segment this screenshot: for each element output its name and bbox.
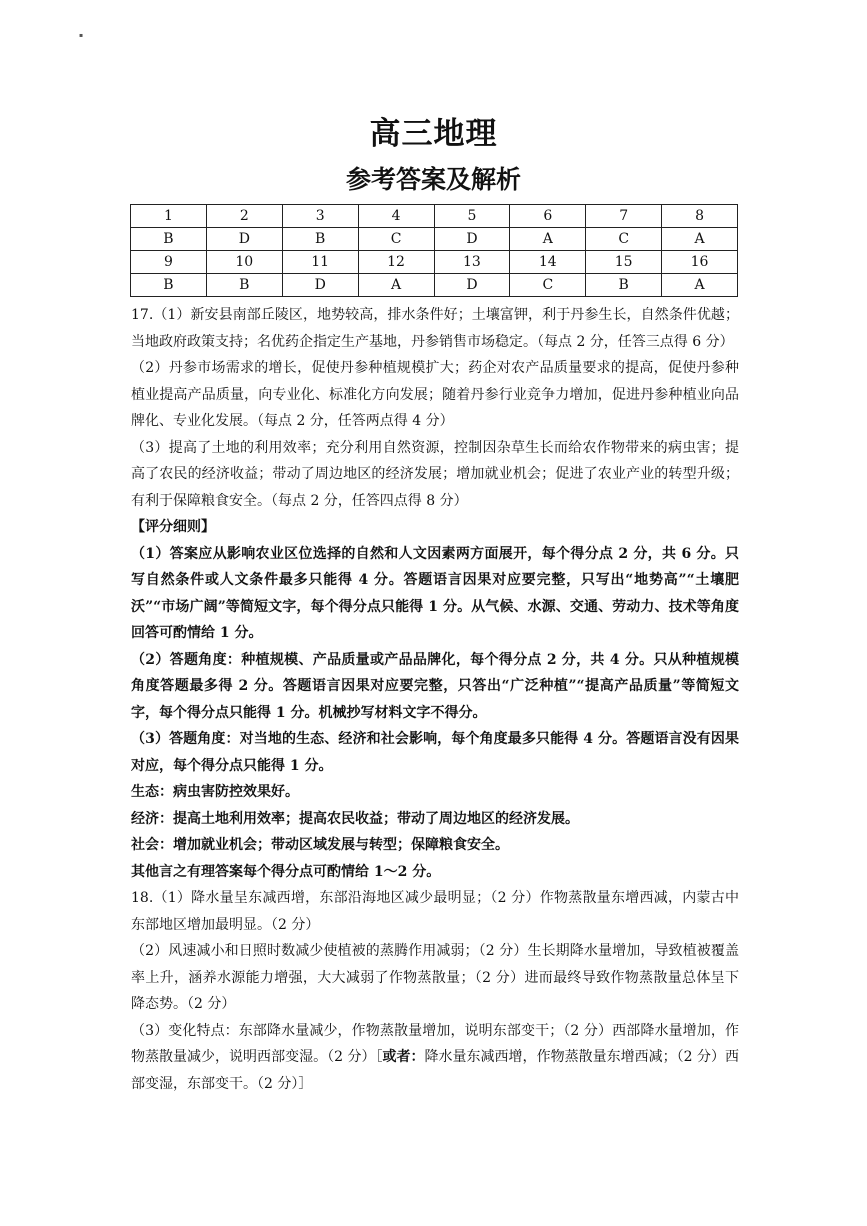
answer-cell: D: [282, 274, 358, 297]
question-number-cell: 8: [662, 205, 738, 228]
question-number-cell: 5: [434, 205, 510, 228]
rubric-2: （2）答题角度：种植规模、产品质量或产品品牌化，每个得分点 2 分，共 4 分。只从种植规模角度答题最多得 2 分。答题语言因果对应要完整，只答出“广泛种植”“提高产品质量”等简短文字，每个得分点只能得 1 分。机械抄写材料文字不得分。: [131, 651, 739, 721]
rubric-ecology: 生态：病虫害防控效果好。: [131, 784, 299, 800]
question-number-cell: 11: [282, 251, 358, 274]
rubric-heading: 【评分细则】: [131, 519, 215, 535]
question-number-cell: 4: [358, 205, 434, 228]
q18-part3-a: （3）变化特点：东部降水量减少，作物蒸散量增加，说明东部变干；（2 分）西部降水量增加，作物蒸散量减少，说明西部变湿。（2 分）［: [131, 1022, 739, 1065]
question-number-cell: 9: [131, 251, 207, 274]
question-number-cell: 7: [586, 205, 662, 228]
question-number-cell: 16: [662, 251, 738, 274]
q17-part3: （3）提高了土地的利用效率；充分利用自然资源，控制因杂草生长而给农作物带来的病虫害；提高了农民的经济收益；带动了周边地区的经济发展；增加就业机会；促进了农业产业的转型升级；有利于保障粮食安全。（每点 2 分，任答四点得 8 分）: [131, 439, 739, 509]
rubric-other: 其他言之有理答案每个得分点可酌情给 1～2 分。: [131, 863, 441, 880]
answer-cell: D: [434, 228, 510, 251]
answer-table: [130, 204, 738, 297]
question-number-cell: 6: [510, 205, 586, 228]
question-number-cell: 3: [282, 205, 358, 228]
answer-cell: C: [586, 228, 662, 251]
q18-part3-b: 降水量东减西增，作物蒸散量东增西减；（2 分）西部变湿，东部变干。（2 分）］: [131, 1049, 740, 1092]
answer-cell: A: [662, 228, 738, 251]
page-subtitle: 参考答案及解析: [345, 165, 521, 194]
answer-cell: B: [282, 228, 358, 251]
q18-part2: （2）风速减小和日照时数减少使植被的蒸腾作用减弱；（2 分）生长期降水量增加，导致植被覆盖率上升，涵养水源能力增强，大大减弱了作物蒸散量；（2 分）进而最终导致作物蒸散量总体呈下降态势。（2 分）: [131, 943, 739, 1012]
q18-or-label: 或者：: [382, 1049, 425, 1065]
question-number-cell: 10: [206, 251, 282, 274]
answer-cell: D: [206, 228, 282, 251]
rubric-3: （3）答题角度：对当地的生态、经济和社会影响，每个角度最多只能得 4 分。答题语言没有因果对应，每个得分点只能得 1 分。: [131, 731, 739, 774]
answer-cell: B: [131, 228, 207, 251]
answer-cell: C: [358, 228, 434, 251]
question-number-cell: 2: [206, 205, 282, 228]
answer-content: [131, 302, 739, 1097]
answer-cell: A: [510, 228, 586, 251]
rubric-1: （1）答案应从影响农业区位选择的自然和人文因素两方面展开，每个得分点 2 分，共 6 分。只写自然条件或人文条件最多只能得 4 分。答题语言因果对应要完整，只写出“地势高”“土壤肥沃”“市场广阔”等简短文字，每个得分点只能得 1 分。从气候、水源、交通、劳动力、技术等角度回答可酌情给 1 分。: [131, 545, 739, 641]
answer-cell: D: [434, 274, 510, 297]
question-number-cell: 1: [131, 205, 207, 228]
answer-cell: C: [510, 274, 586, 297]
scan-mark: ▪: [79, 32, 84, 39]
question-number-cell: 14: [510, 251, 586, 274]
answer-row: [131, 274, 738, 297]
rubric-society: 社会：增加就业机会；带动区域发展与转型；保障粮食安全。: [131, 837, 509, 853]
q17-part2: （2）丹参市场需求的增长，促使丹参种植规模扩大；药企对农产品质量要求的提高，促使丹参种植业提高产品质量，向专业化、标准化方向发展；随着丹参行业竞争力增加，促进丹参种植业向品牌化、专业化发展。（每点 2 分，任答两点得 4 分）: [131, 360, 739, 429]
question-number-cell: 12: [358, 251, 434, 274]
q18-part1: 18.（1）降水量呈东减西增，东部沿海地区减少最明显；（2 分）作物蒸散量东增西减，内蒙古中东部地区增加最明显。（2 分）: [131, 890, 739, 933]
q18-part3: [131, 1018, 739, 1098]
answer-row: [131, 228, 738, 251]
answer-cell: B: [586, 274, 662, 297]
q17-part1: 17.（1）新安县南部丘陵区，地势较高，排水条件好；土壤富钾，利于丹参生长，自然条件优越；当地政府政策支持；名优药企指定生产基地，丹参销售市场稳定。（每点 2 分，任答三点得 6 分）: [131, 307, 739, 350]
answer-cell: B: [206, 274, 282, 297]
question-number-cell: 15: [586, 251, 662, 274]
question-number-row: [131, 205, 738, 228]
rubric-economy: 经济：提高土地利用效率；提高农民收益；带动了周边地区的经济发展。: [131, 810, 579, 827]
answer-cell: B: [131, 274, 207, 297]
question-number-cell: 13: [434, 251, 510, 274]
answer-cell: A: [358, 274, 434, 297]
answer-cell: A: [662, 274, 738, 297]
page-title: 高三地理: [369, 116, 498, 152]
question-number-row: [131, 251, 738, 274]
